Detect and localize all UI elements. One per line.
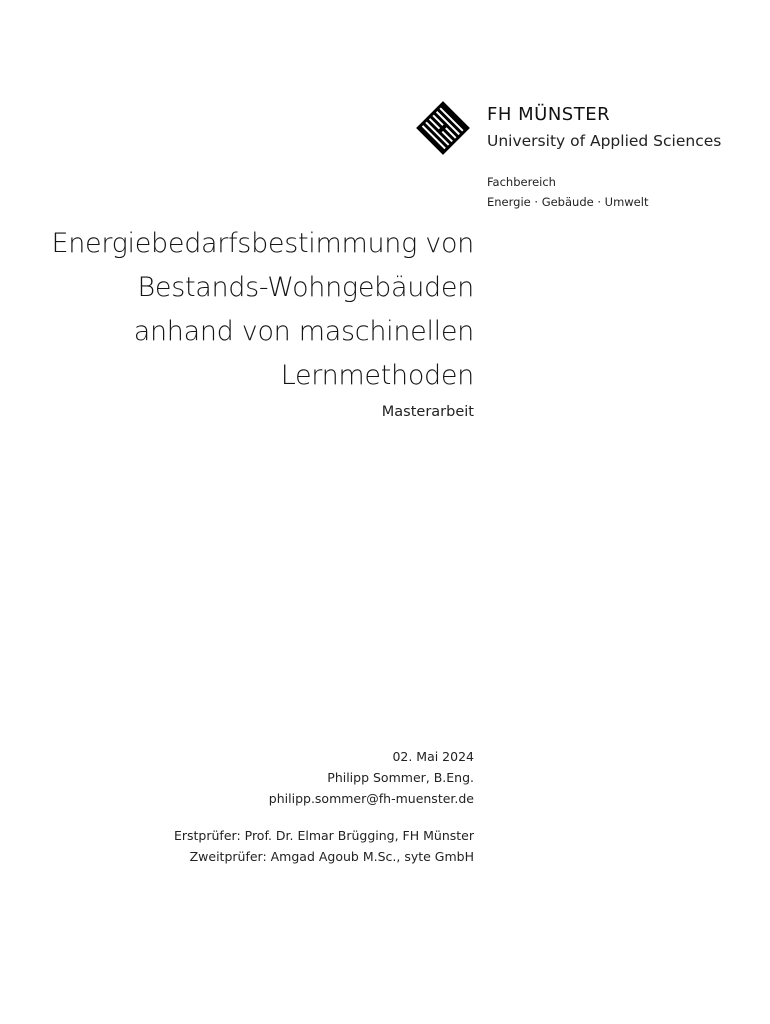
examiners-info [174, 825, 474, 867]
thesis-type: Masterarbeit [381, 404, 474, 420]
second-examiner: Zweitprüfer: Amgad Agoub M.Sc., syte GmbH [189, 849, 474, 864]
author-name: Philipp Sommer, B.Eng. [327, 770, 474, 785]
department-name: Energie · Gebäude · Umwelt [487, 195, 649, 209]
title-line: Lernmethoden [280, 360, 474, 391]
fh-muenster-logo-icon [416, 101, 470, 155]
author-email: philipp.sommer@fh-muenster.de [268, 791, 474, 806]
logo [416, 101, 470, 155]
title-line: Energiebedarfsbestimmung von [51, 228, 474, 259]
university-name: FH MÜNSTER [487, 104, 611, 125]
first-examiner: Erstprüfer: Prof. Dr. Elmar Brügging, FH Münster [173, 828, 474, 843]
department-block [487, 172, 648, 212]
title-line: anhand von maschinellen [133, 316, 474, 347]
submission-date: 02. Mai 2024 [392, 749, 474, 764]
title-line: Bestands-Wohngebäuden [137, 272, 474, 303]
thesis-title [51, 222, 474, 420]
author-info [269, 746, 474, 809]
university-block [487, 104, 721, 152]
department-label: Fachbereich [487, 175, 556, 189]
university-subtitle: University of Applied Sciences [487, 132, 722, 150]
